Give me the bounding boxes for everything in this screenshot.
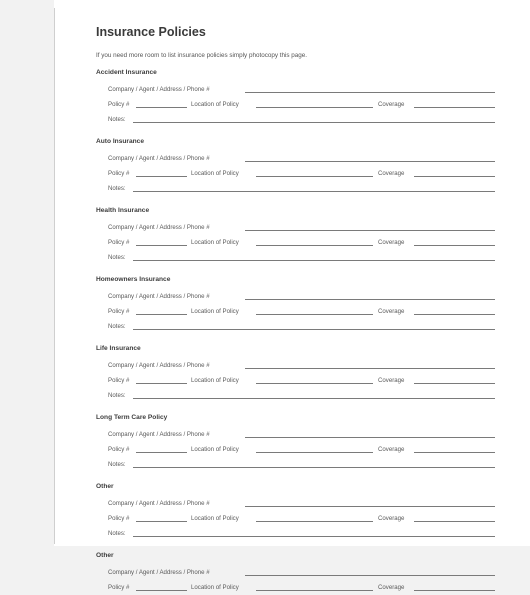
notes-row (96, 388, 496, 403)
coverage-label: Coverage (378, 100, 405, 108)
intro-text: If you need more room to list insurance policies simply photocopy this page. (96, 52, 308, 59)
notes-row (96, 457, 496, 472)
policy-number-field[interactable] (136, 452, 187, 453)
policy-row (96, 442, 496, 457)
policy-number-field[interactable] (136, 383, 187, 384)
company-label: Company / Agent / Address / Phone # (108, 568, 210, 576)
company-label: Company / Agent / Address / Phone # (108, 499, 210, 507)
location-field[interactable] (256, 245, 373, 246)
company-field[interactable] (245, 92, 495, 93)
policy-number-label: Policy # (108, 307, 130, 315)
coverage-label: Coverage (378, 445, 405, 453)
policy-section (96, 550, 496, 595)
policy-section (96, 67, 496, 136)
company-label: Company / Agent / Address / Phone # (108, 430, 210, 438)
location-label: Location of Policy (191, 445, 239, 453)
coverage-label: Coverage (378, 376, 405, 384)
location-field[interactable] (256, 314, 373, 315)
section-heading: Auto Insurance (96, 138, 144, 145)
section-heading: Life Insurance (96, 345, 141, 352)
section-heading: Homeowners Insurance (96, 276, 171, 283)
policy-row (96, 304, 496, 319)
policy-section (96, 481, 496, 550)
page-title: Insurance Policies (96, 25, 206, 39)
notes-label: Notes: (108, 253, 126, 261)
section-heading: Other (96, 483, 114, 490)
company-field[interactable] (245, 368, 495, 369)
location-label: Location of Policy (191, 307, 239, 315)
company-label: Company / Agent / Address / Phone # (108, 223, 210, 231)
policy-row (96, 235, 496, 250)
policy-row (96, 166, 496, 181)
coverage-field[interactable] (414, 452, 495, 453)
section-heading: Long Term Care Policy (96, 414, 168, 421)
policy-number-field[interactable] (136, 176, 187, 177)
notes-field[interactable] (133, 398, 495, 399)
policy-number-label: Policy # (108, 169, 130, 177)
section-spacer (96, 127, 496, 136)
coverage-field[interactable] (414, 383, 495, 384)
policy-number-label: Policy # (108, 376, 130, 384)
policy-sections (96, 67, 496, 595)
location-label: Location of Policy (191, 100, 239, 108)
location-field[interactable] (256, 521, 373, 522)
notes-row (96, 250, 496, 265)
policy-row (96, 97, 496, 112)
policy-section (96, 136, 496, 205)
notes-label: Notes: (108, 115, 126, 123)
policy-number-label: Policy # (108, 514, 130, 522)
coverage-field[interactable] (414, 107, 495, 108)
section-spacer (96, 472, 496, 481)
notes-label: Notes: (108, 391, 126, 399)
company-field[interactable] (245, 161, 495, 162)
coverage-label: Coverage (378, 307, 405, 315)
location-field[interactable] (256, 452, 373, 453)
section-spacer (96, 265, 496, 274)
company-label: Company / Agent / Address / Phone # (108, 154, 210, 162)
policy-row (96, 511, 496, 526)
company-field[interactable] (245, 230, 495, 231)
notes-row (96, 319, 496, 334)
coverage-field[interactable] (414, 521, 495, 522)
policy-number-field[interactable] (136, 314, 187, 315)
notes-field[interactable] (133, 467, 495, 468)
notes-label: Notes: (108, 460, 126, 468)
company-field[interactable] (245, 437, 495, 438)
section-spacer (96, 334, 496, 343)
notes-label: Notes: (108, 529, 126, 537)
location-field[interactable] (256, 107, 373, 108)
notes-field[interactable] (133, 329, 495, 330)
section-spacer (96, 403, 496, 412)
coverage-label: Coverage (378, 238, 405, 246)
coverage-label: Coverage (378, 169, 405, 177)
policy-section (96, 274, 496, 343)
location-field[interactable] (256, 590, 373, 591)
policy-number-field[interactable] (136, 521, 187, 522)
section-heading: Accident Insurance (96, 69, 157, 76)
location-field[interactable] (256, 383, 373, 384)
policy-number-label: Policy # (108, 238, 130, 246)
company-row (96, 220, 496, 235)
company-row (96, 358, 496, 373)
notes-row (96, 526, 496, 541)
location-field[interactable] (256, 176, 373, 177)
section-heading: Health Insurance (96, 207, 150, 214)
company-row (96, 151, 496, 166)
policy-row (96, 373, 496, 388)
coverage-field[interactable] (414, 245, 495, 246)
notes-label: Notes: (108, 184, 126, 192)
company-row (96, 565, 496, 580)
company-field[interactable] (245, 575, 495, 576)
location-label: Location of Policy (191, 238, 239, 246)
notes-field[interactable] (133, 191, 495, 192)
section-spacer (96, 196, 496, 205)
coverage-label: Coverage (378, 514, 405, 522)
coverage-field[interactable] (414, 590, 495, 591)
policy-number-label: Policy # (108, 583, 130, 591)
policy-number-field[interactable] (136, 590, 187, 591)
notes-field[interactable] (133, 122, 495, 123)
notes-field[interactable] (133, 260, 495, 261)
location-label: Location of Policy (191, 376, 239, 384)
policy-section (96, 205, 496, 274)
company-row (96, 496, 496, 511)
section-heading: Other (96, 552, 114, 559)
notes-row (96, 112, 496, 127)
notes-field[interactable] (133, 536, 495, 537)
policy-number-field[interactable] (136, 245, 187, 246)
location-label: Location of Policy (191, 583, 239, 591)
policy-section (96, 343, 496, 412)
company-field[interactable] (245, 506, 495, 507)
company-row (96, 82, 496, 97)
section-spacer (96, 541, 496, 550)
coverage-field[interactable] (414, 176, 495, 177)
company-row (96, 289, 496, 304)
location-label: Location of Policy (191, 169, 239, 177)
policy-number-label: Policy # (108, 100, 130, 108)
policy-number-label: Policy # (108, 445, 130, 453)
coverage-field[interactable] (414, 314, 495, 315)
notes-label: Notes: (108, 322, 126, 330)
company-label: Company / Agent / Address / Phone # (108, 85, 210, 93)
company-row (96, 427, 496, 442)
company-label: Company / Agent / Address / Phone # (108, 292, 210, 300)
location-label: Location of Policy (191, 514, 239, 522)
notes-row (96, 181, 496, 196)
policy-row (96, 580, 496, 595)
company-label: Company / Agent / Address / Phone # (108, 361, 210, 369)
policy-number-field[interactable] (136, 107, 187, 108)
company-field[interactable] (245, 299, 495, 300)
coverage-label: Coverage (378, 583, 405, 591)
policy-section (96, 412, 496, 481)
page-edge-divider (54, 8, 55, 544)
